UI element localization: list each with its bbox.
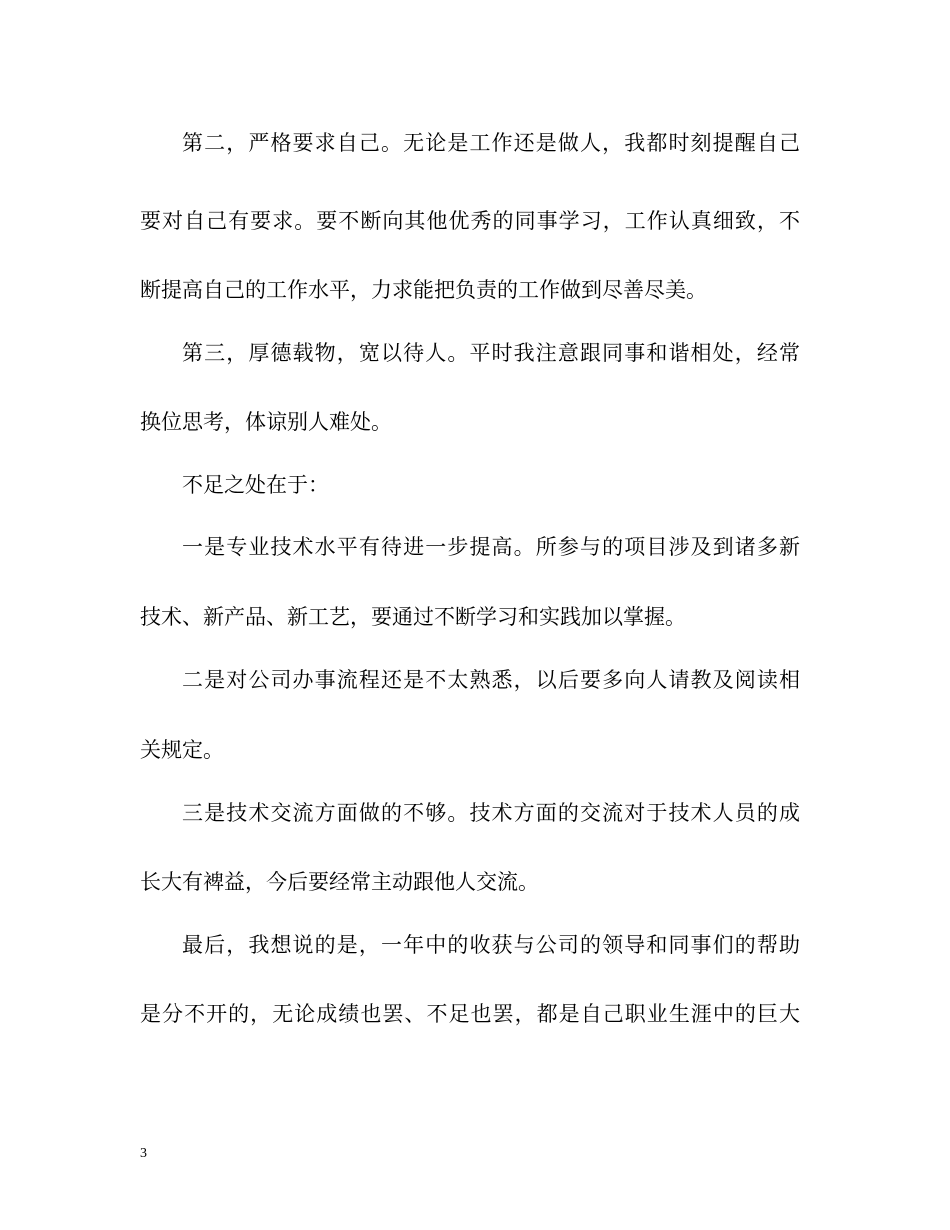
paragraph-line: 长大有裨益，今后要经常主动跟他人交流。: [140, 870, 539, 894]
paragraph-line: 二是对公司办事流程还是不太熟悉，以后要多向人请教及阅读相: [182, 668, 800, 692]
paragraph-line: 断提高自己的工作水平，力求能把负责的工作做到尽善尽美。: [140, 278, 707, 302]
page-number: 3: [140, 1146, 147, 1161]
paragraph-line: 不足之处在于：: [182, 473, 329, 497]
paragraph-line: 三是技术交流方面做的不够。技术方面的交流对于技术人员的成: [182, 801, 800, 825]
paragraph-line: 技术、新产品、新工艺，要通过不断学习和实践加以掌握。: [140, 605, 686, 629]
paragraph-line: 第三，厚德载物，宽以待人。平时我注意跟同事和谐相处，经常: [182, 341, 800, 365]
paragraph-line: 第二，严格要求自己。无论是工作还是做人，我都时刻提醒自己: [182, 131, 800, 155]
paragraph-line: 要对自己有要求。要不断向其他优秀的同事学习，工作认真细致，不: [140, 209, 800, 233]
paragraph-line: 关规定。: [140, 738, 224, 762]
paragraph-line: 一是专业技术水平有待进一步提高。所参与的项目涉及到诸多新: [182, 535, 800, 559]
paragraph-line: 是分不开的，无论成绩也罢、不足也罢，都是自己职业生涯中的巨大: [140, 1002, 800, 1026]
paragraph-line: 最后，我想说的是，一年中的收获与公司的领导和同事们的帮助: [182, 933, 800, 957]
paragraph-line: 换位思考，体谅别人难处。: [140, 410, 392, 434]
